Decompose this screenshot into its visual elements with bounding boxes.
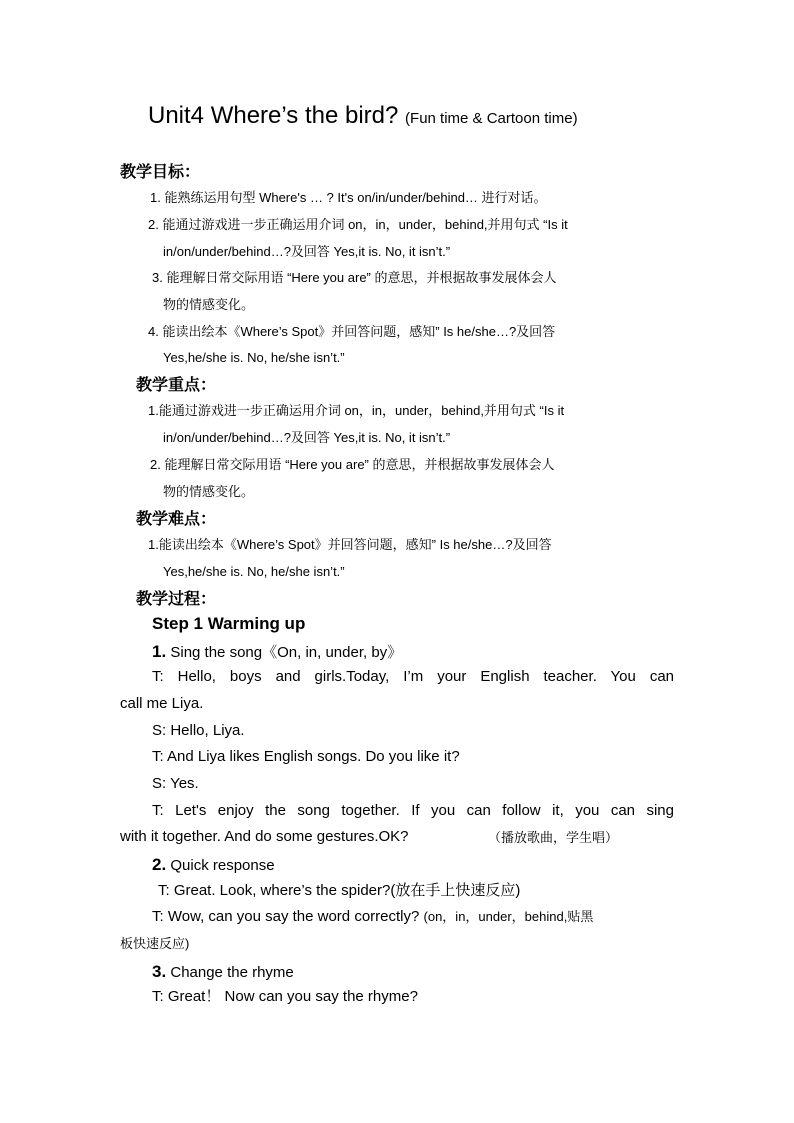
stage-direction: 板快速反应) xyxy=(120,936,190,951)
activity-number: 1. xyxy=(152,642,167,661)
key-point-item: 物的情感变化。 xyxy=(163,484,255,499)
dialogue-line: T: Great. Look, where’s the spider?(放在手上快速反应) xyxy=(158,882,521,899)
dialogue-line xyxy=(152,908,593,926)
dialogue-line: T: Great！ Now can you say the rhyme? xyxy=(152,988,418,1005)
title-main: Unit4 Where’s the bird? xyxy=(148,102,399,129)
difficulty-item: Yes,he/she is. No, he/she isn’t.” xyxy=(163,564,345,579)
objective-item: in/on/under/behind…?及回答 Yes,it is. No, it isn’t.” xyxy=(163,244,451,259)
key-points-heading: 教学重点： xyxy=(136,375,217,394)
difficulty-item: 1.能读出绘本《Where’s Spot》并回答问题，感知” Is he/she…?及回答 xyxy=(148,537,552,552)
dialogue-line: with it together. And do some gestures.OK? xyxy=(120,828,409,845)
dialogue-line: T: Hello, boys and girls.Today, I’m your English teacher. You can xyxy=(152,668,674,685)
objective-item: 4. 能读出绘本《Where’s Spot》并回答问题，感知” Is he/she…?及回答 xyxy=(148,324,556,339)
stage-direction: (on，in，under，behind,贴黑 xyxy=(423,909,594,924)
key-point-item: 2. 能理解日常交际用语 “Here you are” 的意思，并根据故事发展体会人 xyxy=(150,457,555,472)
activity-label: Quick response xyxy=(170,857,275,874)
activity-title xyxy=(152,642,402,662)
activity-number: 2. xyxy=(152,855,167,874)
key-point-item: 1.能通过游戏进一步正确运用介词 on，in，under，behind,并用句式 “Is it xyxy=(148,403,565,418)
activity-title xyxy=(152,962,294,982)
dialogue-line: S: Yes. xyxy=(152,775,199,792)
page-title xyxy=(148,102,578,131)
process-heading: 教学过程： xyxy=(136,589,217,608)
objective-item: 物的情感变化。 xyxy=(163,297,255,312)
activity-label: Change the rhyme xyxy=(170,964,294,981)
difficulties-heading: 教学难点： xyxy=(136,509,217,528)
dialogue-text: T: Wow, can you say the word correctly? xyxy=(152,908,420,925)
dialogue-line: call me Liya. xyxy=(120,695,204,712)
objective-item: 2. 能通过游戏进一步正确运用介词 on，in，under，behind,并用句式 “Is it xyxy=(148,217,568,232)
activity-label: Sing the song《On, in, under, by》 xyxy=(170,644,403,661)
stage-direction: （播放歌曲，学生唱） xyxy=(488,830,619,845)
step-heading: Step 1 Warming up xyxy=(152,614,306,633)
title-subtitle: (Fun time & Cartoon time) xyxy=(405,110,578,127)
activity-number: 3. xyxy=(152,962,167,981)
objective-item: Yes,he/she is. No, he/she isn’t.” xyxy=(163,350,345,365)
objectives-heading: 教学目标： xyxy=(120,162,201,181)
objective-item: 1. 能熟练运用句型 Where's … ? It's on/in/under/behind… 进行对话。 xyxy=(150,190,547,205)
dialogue-line: T: And Liya likes English songs. Do you like it? xyxy=(152,748,460,765)
objective-item: 3. 能理解日常交际用语 “Here you are” 的意思，并根据故事发展体会人 xyxy=(152,270,557,285)
activity-title xyxy=(152,855,275,875)
dialogue-line: S: Hello, Liya. xyxy=(152,722,245,739)
key-point-item: in/on/under/behind…?及回答 Yes,it is. No, it isn’t.” xyxy=(163,430,451,445)
dialogue-line: T: Let's enjoy the song together. If you can follow it, you can sing xyxy=(152,802,674,819)
